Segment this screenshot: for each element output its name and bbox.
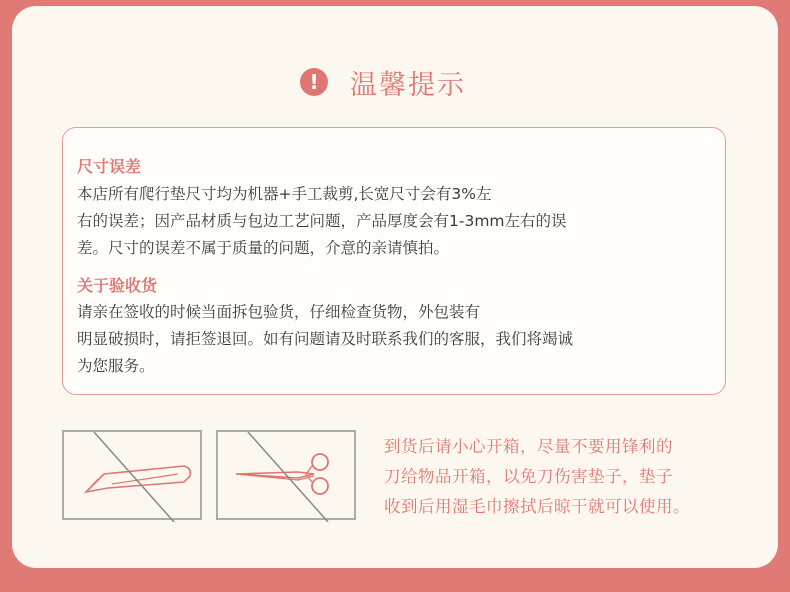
no-utility-knife-icon [62,430,202,520]
inspection-title: 关于验收货 [77,276,158,295]
notice-header [300,62,466,102]
warning-line: 到货后请小心开箱，尽量不要用锋利的 [384,437,673,456]
size-error-line: 右的误差；因产品材质与包边工艺问题，产品厚度会有1-3mm左右的误 [77,212,567,230]
size-error-line: 本店所有爬行垫尺寸均为机器+手工裁剪,长宽尺寸会有3%左 [77,185,492,203]
inspection-line: 为您服务。 [77,357,155,375]
exclamation-icon: ! [300,68,328,96]
inspection-line: 请亲在签收的时候当面拆包验货，仔细检查货物，外包装有 [77,303,481,321]
inspection-line: 明显破损时，请拒签退回。如有问题请及时联系我们的客服，我们将竭诚 [77,330,574,348]
size-error-line: 差。尺寸的误差不属于质量的问题，介意的亲请慎拍。 [77,239,450,257]
page-title: 温馨提示 [350,69,466,101]
no-scissors-icon [216,430,356,520]
size-error-title: 尺寸误差 [77,157,142,176]
warning-line: 刀给物品开箱，以免刀伤害垫子，垫子 [384,467,673,486]
warning-line: 收到后用湿毛巾擦拭后晾干就可以使用。 [384,497,690,516]
notice-box [62,127,726,395]
